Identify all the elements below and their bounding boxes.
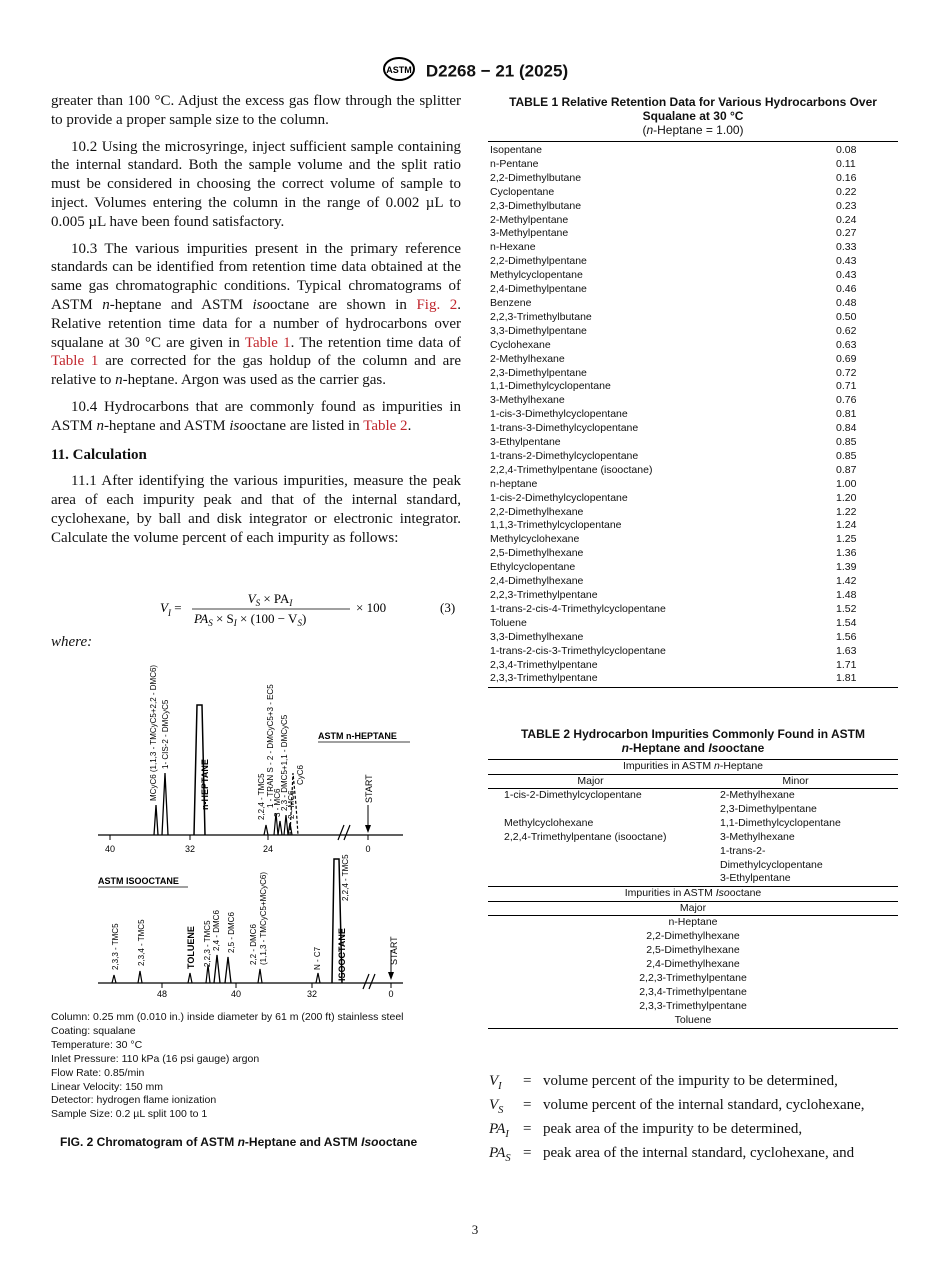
bottom-tick-label: 0 — [388, 989, 394, 999]
table-row — [488, 533, 898, 547]
table-1-link[interactable]: Table 1 — [244, 334, 291, 351]
compound-name: Cyclohexane — [490, 338, 551, 351]
peak-label: n-HEPTANE — [200, 759, 210, 810]
table-row — [488, 519, 898, 533]
list-item: Methylcyclohexane — [504, 816, 594, 829]
compound-name: 2,3-Dimethylpentane — [490, 366, 587, 379]
table-row — [488, 339, 898, 353]
paragraph-10-1-cont: greater than 100 °C. Adjust the excess gas flow through the splitter to provide a proper sample size to the column. — [51, 93, 461, 128]
relative-retention: 1.63 — [836, 644, 857, 657]
relative-retention: 1.00 — [836, 477, 857, 490]
relative-retention: 1.42 — [836, 575, 857, 588]
isooctane-major-header: Major — [488, 902, 898, 917]
paragraph-11-1: 11.1 After identifying the various impurities, measure the peak area of each impurity peak and that of the internal standard, cyclohexane, by ball and disk integrator or electronic integrator. Calculate the volume percent of each impurity as follows: — [51, 473, 461, 546]
relative-retention: 0.43 — [836, 269, 857, 282]
list-item: 2,3,3-Trimethylpentane — [639, 999, 747, 1012]
isooctane-major-list — [488, 916, 898, 1027]
bottom-start-label: START — [389, 936, 399, 965]
svg-text:VS × PAI: $V_S \times PA_I$ — [247, 591, 293, 608]
svg-text:PAS × SI × (100 − VS): $PA_S \times S_I \times (100 - V_S)$ — [194, 611, 307, 628]
compound-name: Toluene — [490, 616, 527, 629]
relative-retention: 0.81 — [836, 408, 857, 421]
peak-cis-dmcyc5 — [162, 773, 168, 835]
peak-label: ISOOCTANE — [337, 928, 347, 981]
figure-note: Coating: squalane — [51, 1024, 136, 1037]
table-2-column-headers — [488, 775, 898, 790]
compound-name: 2,2,3-Trimethylpentane — [490, 589, 598, 601]
table-1-subtitle: (n-Heptane = 1.00) — [642, 123, 744, 137]
relative-retention: 0.84 — [836, 422, 857, 435]
top-tick-label: 40 — [104, 844, 116, 854]
compound-name: 2,2-Dimethylhexane — [490, 505, 584, 518]
table-row — [488, 436, 898, 450]
astm-logo-icon — [382, 56, 416, 87]
figure-notes — [51, 1011, 404, 1122]
table-row — [488, 589, 898, 603]
compound-name: Ethylcyclopentane — [490, 561, 576, 574]
table-2-link[interactable]: Table 2 — [363, 417, 408, 434]
column-header-minor: Minor — [782, 774, 809, 787]
table-row — [488, 631, 898, 645]
relative-retention: 0.62 — [836, 324, 857, 337]
peak-24-dmc6 — [214, 955, 220, 983]
compound-name: n-heptane — [490, 477, 538, 490]
relative-retention: 0.43 — [836, 255, 857, 268]
table-row — [488, 408, 898, 422]
list-item: 1,1-Dimethylcyclopentane — [720, 816, 841, 829]
peak-label: 2 - MC6 — [287, 790, 296, 819]
figure-note: Temperature: 30 °C — [51, 1038, 143, 1051]
peak-label: 2,5 - DMC6 — [227, 912, 236, 953]
standard-designation: D2268 − 21 (2025) — [425, 61, 569, 81]
compound-name: 2,2,4-Trimethylpentane (isooctane) — [490, 463, 653, 476]
compound-name: 1-trans-2-cis-3-Trimethylcyclopentane — [490, 644, 666, 657]
table-row — [488, 227, 898, 241]
peak-mcyc6 — [154, 805, 158, 835]
list-item: 3-Ethylpentane — [720, 872, 791, 885]
table-row — [488, 464, 898, 478]
list-item: 2,2,4-Trimethylpentane (isooctane) — [504, 830, 667, 843]
compound-name: 2,3,4-Trimethylpentane — [490, 658, 598, 671]
table-row — [488, 325, 898, 339]
bottom-tick-label: 40 — [230, 989, 242, 999]
table-row — [488, 645, 898, 659]
peak-label: 2,4 - DMC6 — [212, 910, 221, 951]
compound-name: 2,3-Dimethylbutane — [490, 199, 582, 212]
list-item: 2-Methylhexane — [720, 789, 795, 801]
compound-name: 3-Ethylpentane — [490, 436, 561, 449]
table-row — [488, 255, 898, 269]
peak-label: 2,2 - DMC6 — [249, 924, 258, 965]
relative-retention: 1.24 — [836, 519, 857, 532]
peak-25-dmc6 — [225, 957, 231, 983]
table-2-body — [488, 759, 898, 1029]
relative-retention: 1.52 — [836, 602, 857, 615]
list-item: Toluene — [674, 1013, 712, 1026]
table-2-section-isooctane: Impurities in ASTM Isooctane — [488, 886, 898, 902]
table-row — [488, 144, 898, 158]
relative-retention: 1.56 — [836, 630, 857, 643]
peak-label: 2,3,4 - TMC5 — [137, 919, 146, 966]
table-row — [488, 561, 898, 575]
compound-name: n-Hexane — [490, 241, 536, 254]
peak-label: 2,2,4 - TMC5 — [341, 854, 350, 901]
relative-retention: 1.39 — [836, 561, 857, 574]
table-1 — [488, 95, 898, 688]
relative-retention: 0.33 — [836, 241, 857, 254]
table-row — [488, 353, 898, 367]
peak-label: (1,1,3 - TMCyC5+MCyC6) — [259, 872, 268, 965]
relative-retention: 1.48 — [836, 589, 857, 601]
heptane-minor-list — [682, 789, 898, 886]
relative-retention: 1.22 — [836, 505, 857, 518]
peak-3-mc6 — [278, 821, 282, 835]
table-row — [488, 492, 898, 506]
peak-22-dmc6 — [258, 969, 262, 983]
variable-definitions — [489, 1072, 909, 1168]
relative-retention: 0.46 — [836, 283, 857, 296]
definition-row: $PA_S$ = peak area of the internal standard, cyclohexane, and — [489, 1145, 855, 1164]
peak-toluene — [188, 973, 192, 983]
chromatogram-figure — [88, 665, 438, 1005]
peak-label: 1 - TRAN S - 2 - DMCyC5+3 - EC5 — [266, 684, 275, 808]
relative-retention: 0.16 — [836, 171, 857, 184]
compound-name: 3,3-Dimethylhexane — [490, 630, 584, 643]
peak-234-tmc5 — [138, 971, 142, 983]
peak-label: TOLUENE — [186, 926, 196, 969]
top-start-label: START — [364, 774, 374, 803]
compound-name: 2,2-Dimethylbutane — [490, 171, 582, 184]
peak-label: MCyC6 (1,1,3 - TMCyC5+2,2 - DMC6) — [149, 665, 158, 801]
relative-retention: 0.76 — [836, 394, 857, 407]
relative-retention: 0.27 — [836, 227, 857, 240]
page-number: 3 — [471, 1222, 479, 1237]
relative-retention: 0.08 — [836, 144, 857, 156]
figure-note: Inlet Pressure: 110 kPa (16 psi gauge) argon — [51, 1052, 260, 1065]
relative-retention: 0.69 — [836, 352, 857, 365]
compound-name: 1-cis-2-Dimethylcyclopentane — [490, 491, 628, 504]
table-row — [488, 672, 898, 686]
compound-name: Isopentane — [490, 144, 542, 156]
peak-n-c7 — [316, 973, 320, 983]
equation-3 — [160, 590, 460, 634]
top-tick-label: 0 — [365, 844, 371, 854]
definition-row: $V_S$ = volume percent of the internal standard, cyclohexane, — [489, 1097, 865, 1116]
paragraph-10-4: 10.4 Hydrocarbons that are commonly found as impurities in ASTM n-heptane and ASTM isooctane are listed in Table 2. — [51, 398, 461, 434]
relative-retention: 1.71 — [836, 658, 857, 671]
top-tick-label: 24 — [262, 844, 274, 854]
peak-label: 2,3 - DMC5+1,1 - DMCyC5 — [280, 714, 289, 811]
relative-retention: 0.71 — [836, 380, 857, 393]
table-row — [488, 269, 898, 283]
where-label: where: — [51, 634, 93, 650]
relative-retention: 1.25 — [836, 533, 857, 546]
compound-name: Methylcyclopentane — [490, 269, 583, 282]
relative-retention: 0.63 — [836, 338, 857, 351]
table-row — [488, 172, 898, 186]
table-row — [488, 241, 898, 255]
table-row — [488, 311, 898, 325]
table-1-link[interactable]: Table 1 — [51, 353, 99, 370]
peak-label: 2,3,3 - TMC5 — [111, 923, 120, 970]
top-chart-title: ASTM n-HEPTANE — [318, 731, 397, 741]
compound-name: 1,1,3-Trimethylcyclopentane — [490, 519, 622, 532]
table-1-body — [488, 141, 898, 688]
relative-retention: 1.54 — [836, 616, 857, 629]
relative-retention: 1.20 — [836, 491, 857, 504]
table-row — [488, 478, 898, 492]
table-row — [488, 506, 898, 520]
compound-name: 2,5-Dimethylhexane — [490, 547, 584, 560]
compound-name: 1-trans-2-cis-4-Trimethylcyclopentane — [490, 602, 666, 615]
bottom-chart-title: ASTM ISOOCTANE — [98, 876, 179, 886]
compound-name: 2,2-Dimethylpentane — [490, 255, 587, 268]
definition-row: $PA_I$ = peak area of the impurity to be determined, — [489, 1121, 803, 1140]
list-item: 2,2,3-Trimethylpentane — [639, 971, 747, 984]
table-2 — [488, 727, 898, 1029]
list-item: 2,3-Dimethylpentane — [720, 802, 817, 815]
peak-233-tmc5 — [112, 975, 116, 983]
compound-name: Benzene — [490, 296, 532, 309]
compound-name: 2,2,3-Trimethylbutane — [490, 310, 592, 323]
list-item: n-Heptane — [668, 916, 718, 929]
compound-name: 1-trans-2-Dimethylcyclopentane — [490, 449, 639, 462]
compound-name: Cyclopentane — [490, 185, 555, 198]
bottom-tick-label: 48 — [156, 989, 168, 999]
table-row — [488, 367, 898, 381]
relative-retention: 0.24 — [836, 213, 857, 226]
column-header-major: Major — [577, 774, 604, 787]
top-tick-label: 32 — [184, 844, 196, 854]
figure-note: Column: 0.25 mm (0.010 in.) inside diameter by 61 m (200 ft) stainless steel — [51, 1011, 404, 1023]
list-item: 2,5-Dimethylhexane — [646, 944, 740, 957]
list-item: Dimethylcyclopentane — [720, 858, 823, 871]
compound-name: 2,4-Dimethylpentane — [490, 283, 587, 296]
table-2-section-heptane: Impurities in ASTM n-Heptane — [488, 760, 898, 775]
compound-name: 2,3,3-Trimethylpentane — [490, 672, 598, 685]
compound-name: 3-Methylpentane — [490, 227, 569, 240]
compound-name: 3,3-Dimethylpentane — [490, 324, 587, 337]
figure-note: Flow Rate: 0.85/min — [51, 1066, 145, 1079]
page-header — [0, 56, 950, 87]
figure-note: Sample Size: 0.2 µL split 100 to 1 — [51, 1108, 208, 1121]
list-item: 3-Methylhexane — [720, 830, 795, 843]
list-item: 1-cis-2-Dimethylcyclopentane — [504, 789, 642, 801]
heptane-major-list — [488, 789, 682, 886]
relative-retention: 1.81 — [836, 672, 857, 685]
table-row — [488, 200, 898, 214]
relative-retention: 0.11 — [836, 157, 856, 170]
table-row — [488, 450, 898, 464]
compound-name: 3-Methylhexane — [490, 394, 565, 407]
relative-retention: 0.87 — [836, 463, 857, 476]
peak-label: 2,2,4 - TMC5 — [257, 773, 266, 820]
left-column — [51, 92, 461, 556]
table-row — [488, 380, 898, 394]
compound-name: Methylcyclohexane — [490, 533, 580, 546]
list-item — [504, 803, 682, 817]
relative-retention: 0.23 — [836, 199, 857, 212]
table-2-heptane-rows — [488, 789, 898, 886]
table-row — [488, 659, 898, 673]
peak-label: 1- CIS-2 - DMCyC5 — [161, 699, 170, 769]
fig-2-link[interactable]: Fig. 2 — [416, 296, 458, 313]
paragraph-10-3: 10.3 The various impurities present in the primary reference standards can be identified from retention time data obtained at the same gas chromatographic conditions. Typical chromatograms of ASTM n-heptane and ASTM isooctane are shown in Fig. 2. Relative retention time data for a number of hydrocarbons over squalane at 30 °C are given in Table 1. The retention time data of Table 1 are corrected for the gas holdup of the column and are relative to n-heptane. Argon was used as the carrier gas. — [51, 240, 462, 389]
table-2-title: TABLE 2 Hydrocarbon Impurities Commonly Found in ASTM n-Heptane and Isooctane — [520, 727, 865, 755]
compound-name: 2-Methylpentane — [490, 213, 569, 226]
table-row — [488, 422, 898, 436]
compound-name: 1-trans-3-Dimethylcyclopentane — [490, 422, 639, 435]
relative-retention: 0.85 — [836, 436, 857, 449]
table-row — [488, 575, 898, 589]
svg-text:VI =: $V_I$ = — [160, 600, 182, 618]
compound-name: 1-cis-3-Dimethylcyclopentane — [490, 408, 628, 421]
svg-text:ASTM: ASTM — [386, 65, 412, 75]
relative-retention: 0.85 — [836, 449, 857, 462]
peak-label: 3 - MC6 — [273, 788, 282, 817]
compound-name: 2-Methylhexane — [490, 352, 565, 365]
peak-label: CyC6 — [296, 764, 305, 785]
peak-224-tmc5 — [264, 825, 268, 835]
compound-name: n-Pentane — [490, 157, 539, 170]
peak-label: 2,2,3 - TMC5 — [203, 920, 212, 967]
table-row — [488, 297, 898, 311]
list-item: 1-trans-2- — [720, 844, 766, 857]
relative-retention: 1.36 — [836, 547, 857, 560]
table-row — [488, 547, 898, 561]
list-item: 2,2-Dimethylhexane — [646, 930, 740, 943]
table-row — [488, 603, 898, 617]
compound-name: 2,4-Dimethylhexane — [490, 575, 584, 588]
table-row — [488, 158, 898, 172]
peak-label: N - C7 — [313, 946, 322, 970]
definition-row: $V_I$ = volume percent of the impurity to be determined, — [489, 1073, 838, 1092]
relative-retention: 0.22 — [836, 185, 857, 198]
figure-note: Linear Velocity: 150 mm — [51, 1080, 164, 1093]
svg-text:× 100: × 100 — [356, 600, 387, 615]
list-item: 2,4-Dimethylhexane — [646, 958, 740, 971]
paragraph-10-2: 10.2 Using the microsyringe, inject sufficient sample containing the internal standard. Both the sample volume and the split ratio must be considered in choosing the correct volume of sample to inject. Volumes entering the column in the range of 0.002 µL to 0.005 µL have been found satisfactory. — [51, 138, 461, 230]
svg-text:(3): (3) — [440, 600, 456, 615]
table-row — [488, 283, 898, 297]
table-row — [488, 394, 898, 408]
table-row — [488, 617, 898, 631]
list-item: 2,3,4-Trimethylpentane — [639, 985, 747, 998]
table-1-title: TABLE 1 Relative Retention Data for Various Hydrocarbons Over Squalane at 30 °C — [509, 95, 877, 123]
section-heading: 11. Calculation — [51, 446, 147, 463]
figure-note: Detector: hydrogen flame ionization — [51, 1094, 217, 1107]
table-row — [488, 186, 898, 200]
relative-retention: 0.48 — [836, 296, 857, 309]
relative-retention: 0.72 — [836, 366, 857, 379]
figure-caption: FIG. 2 Chromatogram of ASTM n-Heptane and ASTM Isooctane — [60, 1135, 418, 1149]
relative-retention: 0.50 — [836, 310, 857, 323]
bottom-tick-label: 32 — [306, 989, 318, 999]
compound-name: 1,1-Dimethylcyclopentane — [490, 380, 611, 393]
table-row — [488, 214, 898, 228]
